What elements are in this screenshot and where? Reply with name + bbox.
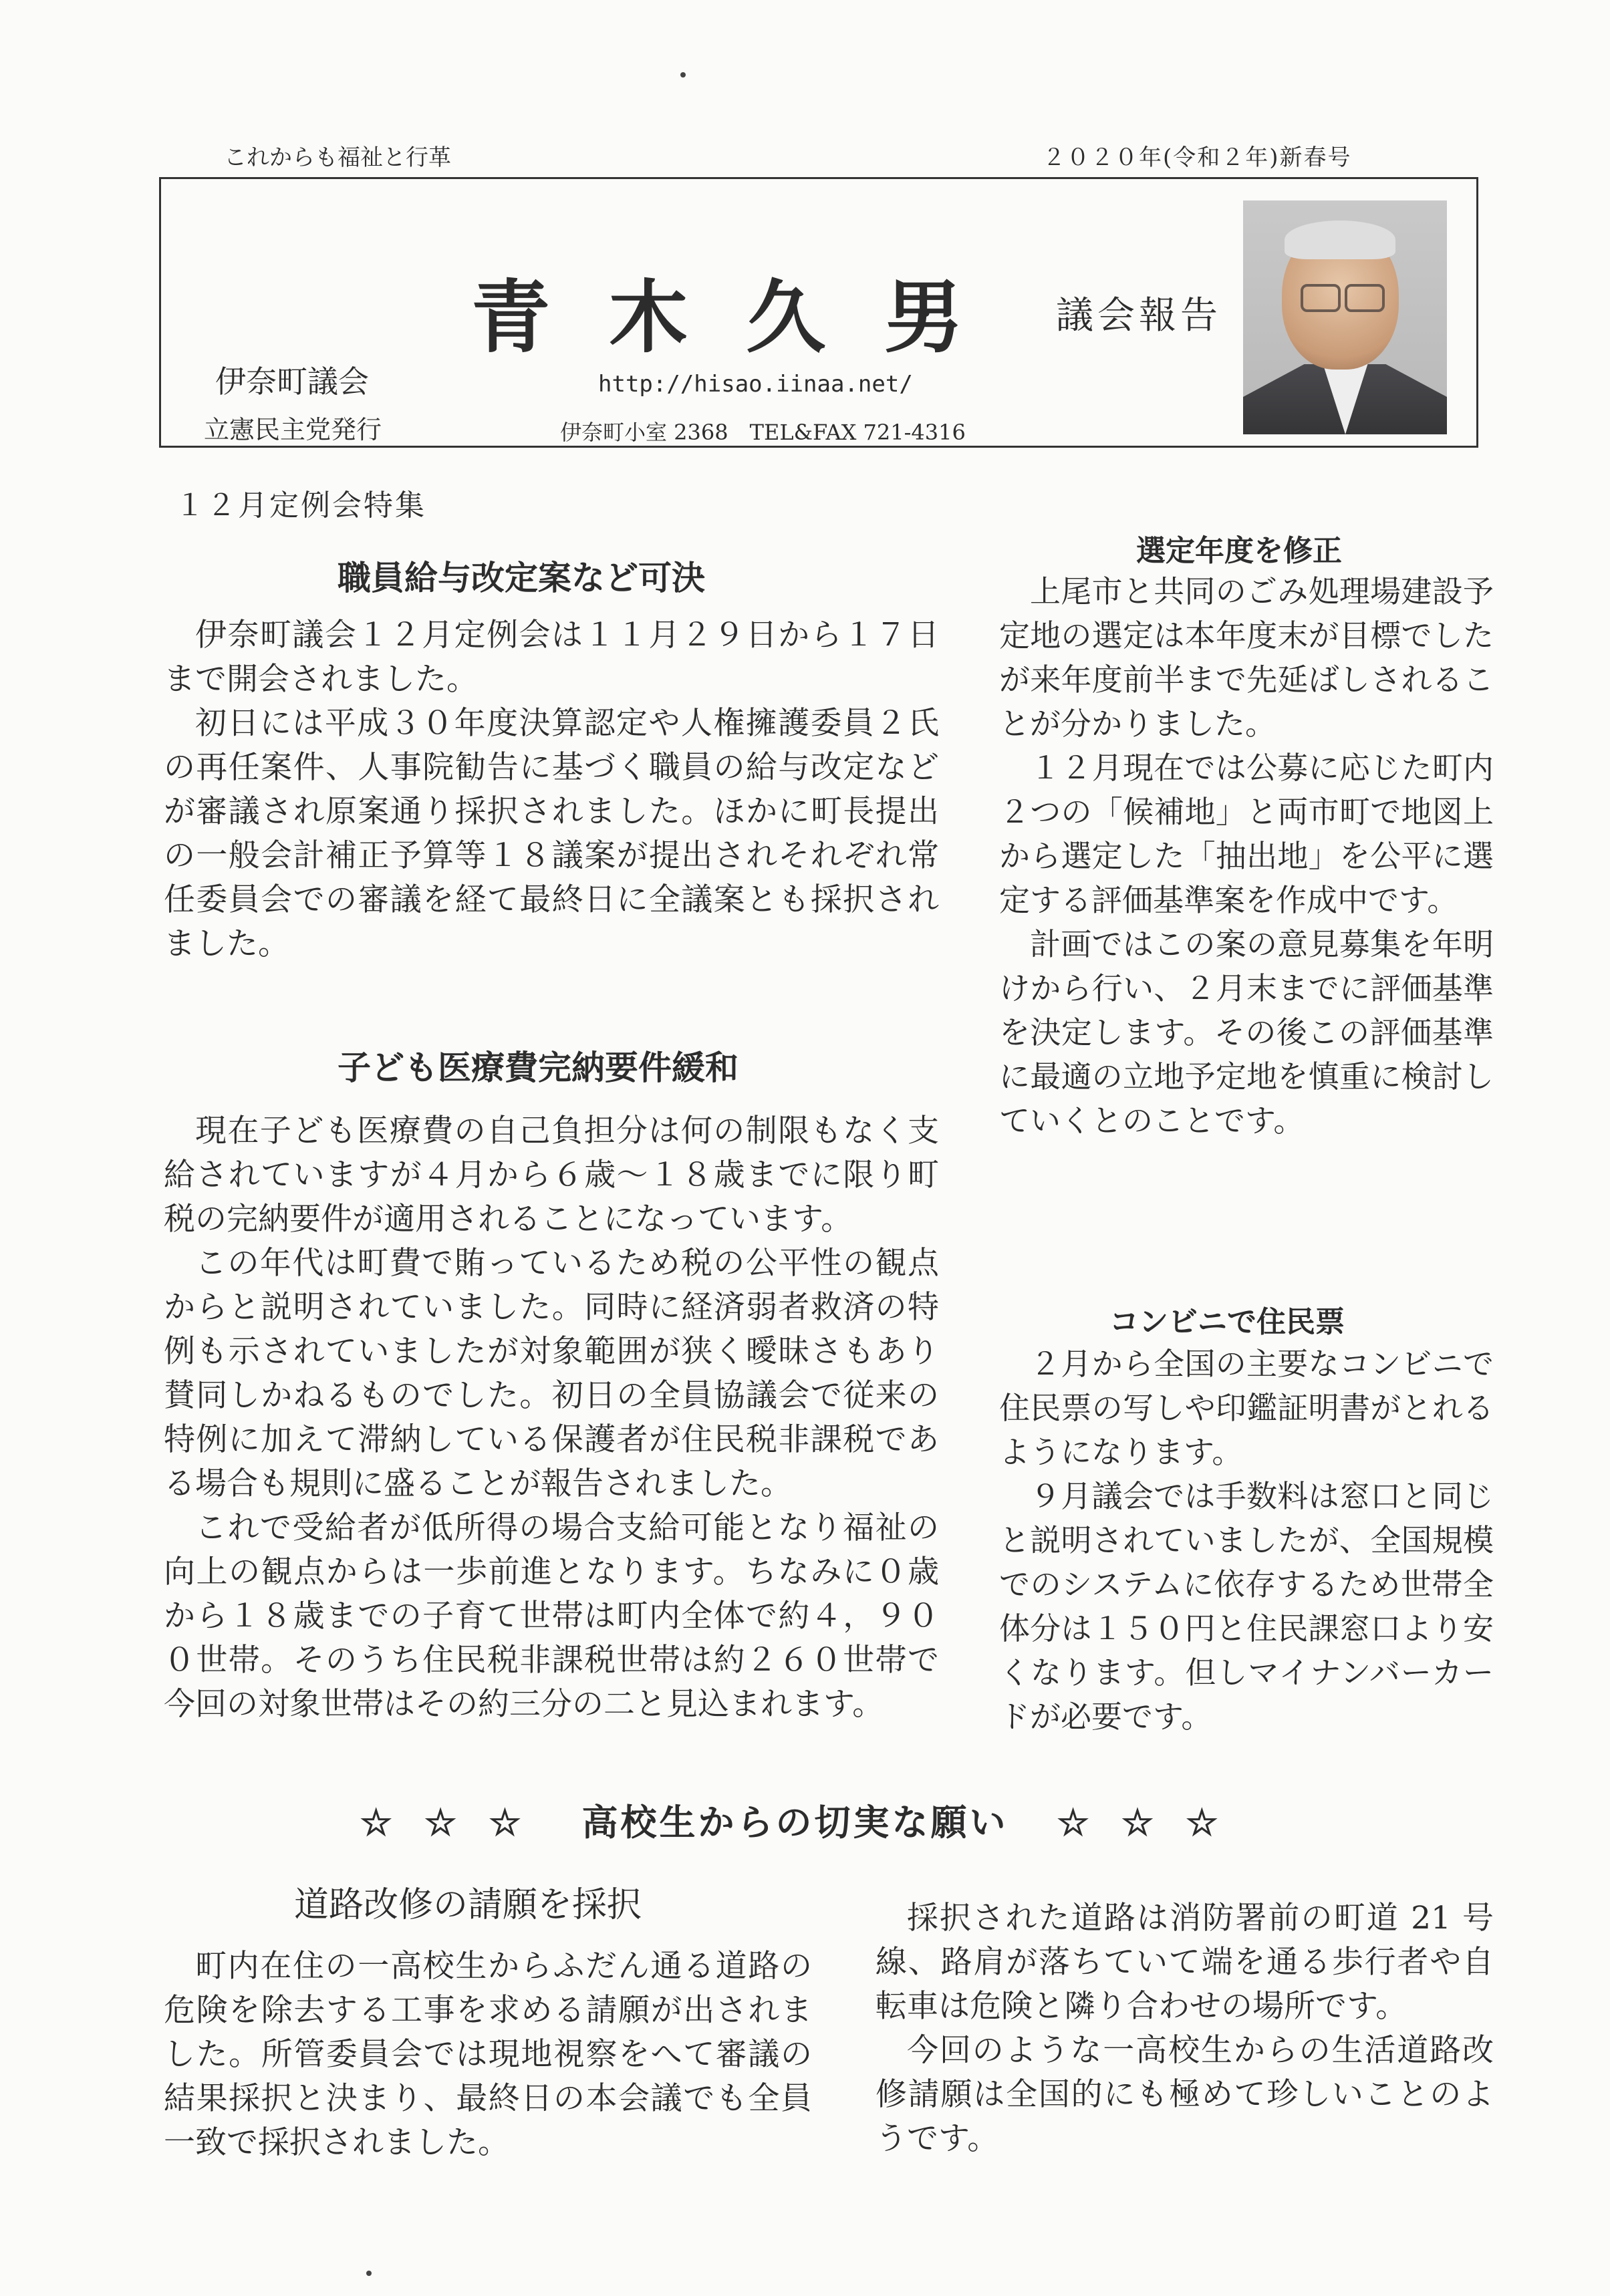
article4-paragraph: ２月から全国の主要なコンビニで住民票の写しや印鑑証明書がとれるようになります。 [999, 1346, 1494, 1470]
publisher: 立憲民主党発行 [204, 415, 382, 444]
article1-title: 職員給与改定案など可決 [338, 558, 705, 597]
article5-paragraph: 町内在住の一高校生からふだん通る道路の危険を除去する工事を求める請願が出されました。所管委員会では現地視察をへて審議の結果採択と決まり、最終日の本会議でも全員一致で採択されました。 [164, 1948, 812, 2161]
tagline: これからも福祉と行革 [224, 144, 451, 171]
contact-address: 伊奈町小室 2368 TEL&FAX 721-4316 [560, 420, 966, 445]
article3-body [999, 569, 1494, 1143]
article1-body [164, 613, 939, 966]
feature-label: １２月定例会特集 [175, 488, 426, 523]
article5-title: 道路改修の請願を採択 [294, 1885, 642, 1925]
assembly-name: 伊奈町議会 [215, 364, 369, 400]
article1-paragraph: 伊奈町議会１２月定例会は１１月２９日から１７日まで開会されました。 [164, 617, 939, 698]
article3-paragraph: 計画ではこの案の意見募集を年明けから行い、２月末までに評価基準を決定します。その後この評価基準に最適の立地予定地を慎重に検討していくとのことです。 [999, 926, 1494, 1139]
website-link[interactable]: http://hisao.iinaa.net/ [598, 371, 913, 398]
banner [0, 1794, 1610, 1846]
banner-title: 高校生からの切実な願い [581, 1801, 1009, 1844]
article1-paragraph: 初日には平成３０年度決算認定や人権擁護委員２氏の再任案件、人事院勧告に基づく職員の給与改定などが審議され原案通り採択されました。ほかに町長提出の一般会計補正予算等１８議案が提出されそれぞれ常任委員会での審議を経て最終日に全議案とも採択されました。 [164, 705, 939, 962]
article5-paragraph: 採択された道路は消防署前の町道 21 号線、路肩が落ちていて端を通る歩行者や自転車は危険と隣り合わせの場所です。 [876, 1900, 1494, 2025]
scan-speck [680, 72, 686, 78]
article3-paragraph: １２月現在では公募に応じた町内２つの「候補地」と両市町で地図上から選定した「抽出地」を公平に選定する評価基準案を作成中です。 [999, 750, 1494, 918]
masthead-report-label: 議会報告 [1056, 294, 1222, 337]
article4-body [999, 1342, 1494, 1739]
article2-title: 子ども医療費完納要件緩和 [338, 1048, 739, 1087]
issue-date: ２０２０年(令和２年)新春号 [1043, 144, 1352, 171]
article5-body-left [164, 1945, 812, 2165]
article3-title: 選定年度を修正 [1136, 534, 1342, 568]
article2-paragraph: これで受給者が低所得の場合支給可能となり福祉の向上の観点からは一歩前進となります。ちなみに０歳から１８歳までの子育て世帯は町内全体で約４，９００世帯。そのうち住民税非課税世帯は約２６０世帯で今回の対象世帯はその約三分の二と見込まれます。 [164, 1510, 939, 1723]
portrait-photo [1243, 200, 1447, 434]
article3-paragraph: 上尾市と共同のごみ処理場建設予定地の選定は本年度末が目標でしたが来年度前半まで先延ばしされることが分かりました。 [999, 573, 1494, 742]
article2-paragraph: 現在子ども医療費の自己負担分は何の制限もなく支給されていますが４月から６歳～１８歳までに限り町税の完納要件が適用されることになっています。 [164, 1113, 939, 1238]
scan-speck [366, 2271, 372, 2276]
article5-paragraph: 今回のような一高校生からの生活道路改修請願は全国的にも極めて珍しいことのようです。 [876, 2032, 1494, 2157]
article2-body [164, 1109, 939, 1727]
article4-paragraph: ９月議会では手数料は窓口と同じと説明されていましたが、全国規模でのシステムに依存するため世帯全体分は１５０円と住民課窓口より安くなります。但しマイナンバーカードが必要です。 [999, 1478, 1494, 1735]
article4-title: コンビニで住民票 [1109, 1305, 1345, 1339]
masthead-name: 青木久男 [471, 271, 1023, 364]
article2-paragraph: この年代は町費で賄っているため税の公平性の観点からと説明されていました。同時に経済弱者救済の特例も示されていましたが対象範囲が狭く曖昧さもあり賛同しかねるものでした。初日の全員協議会で従来の特例に加えて滞納している保護者が住民税非課税である場合も規則に盛ることが報告されました。 [164, 1245, 939, 1502]
banner-stars-right: ☆☆☆ [1057, 1801, 1250, 1844]
banner-stars-left: ☆☆☆ [360, 1801, 553, 1844]
article5-body-right [876, 1896, 1494, 2161]
